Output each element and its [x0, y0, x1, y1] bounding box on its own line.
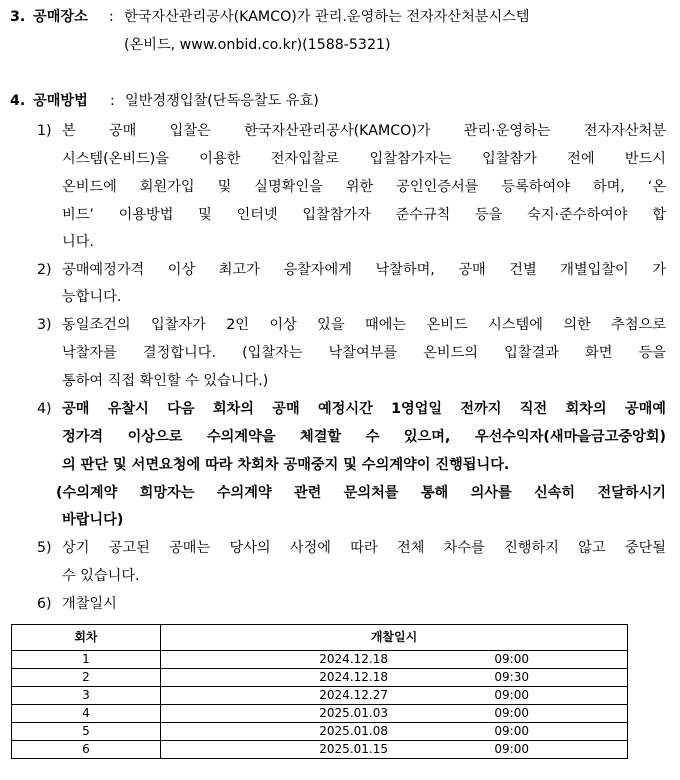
round-cell: 2 — [12, 669, 161, 687]
item-text-line-emphasis: 정가격 이상으로 수의계약을 체결할 수 있으며, 우선수익자(새마을금고중앙회) — [62, 429, 666, 445]
item-number: 4) — [37, 401, 52, 417]
item-text-line: 니다. — [62, 234, 94, 250]
section3-title: 공매장소 — [33, 9, 88, 25]
table-row — [12, 687, 628, 705]
date-cell: 2025.01.08 — [161, 723, 459, 741]
table-row — [12, 669, 628, 687]
section4-number: 4. — [10, 93, 26, 109]
time-cell: 09:00 — [458, 687, 628, 705]
item-text-line: 시스템(온비드)을 이용한 전자입찰로 입찰참가자는 입찰참가 전에 반드시 — [62, 151, 666, 167]
item-number: 6) — [37, 596, 52, 612]
date-cell: 2025.01.03 — [161, 705, 459, 723]
item-text-line-emphasis: 공매 유찰시 다음 회차의 공매 예정시간 1영업일 전까지 직전 회차의 공매예 — [62, 401, 666, 417]
item-text-line: 개찰일시 — [62, 596, 117, 612]
round-cell: 1 — [12, 651, 161, 669]
item-number: 5) — [37, 540, 52, 556]
item-text-line: 본 공매 입찰은 한국자산관리공사(KAMCO)가 관리·운영하는 전자자산처분 — [62, 123, 666, 139]
round-cell: 4 — [12, 705, 161, 723]
item-text-line: 능합니다. — [62, 289, 122, 305]
table-row — [12, 741, 628, 759]
table-row — [12, 723, 628, 741]
item-number: 2) — [37, 262, 52, 278]
section3-location-line1: 한국자산관리공사(KAMCO)가 관리.운영하는 전자자산처분시스템 — [124, 9, 530, 25]
item-text-line: 비드’ 이용방법 및 인터넷 입찰참가자 준수규칙 등을 숙지·준수하여야 합 — [62, 207, 666, 223]
table-row — [12, 705, 628, 723]
item-number: 1) — [37, 123, 52, 139]
round-cell: 3 — [12, 687, 161, 705]
table-header-row — [12, 625, 628, 651]
table-row — [12, 651, 628, 669]
time-cell: 09:00 — [458, 651, 628, 669]
section3-location-line2: (온비드, www.onbid.co.kr)(1588-5321) — [124, 37, 391, 53]
section3-number: 3. — [10, 9, 26, 25]
opening-schedule-table — [11, 624, 628, 759]
header-datetime: 개찰일시 — [161, 625, 628, 651]
time-cell: 09:00 — [458, 741, 628, 759]
round-cell: 5 — [12, 723, 161, 741]
section4-title: 공매방법 — [33, 93, 88, 109]
section4-colon: : — [110, 93, 115, 109]
time-cell: 09:00 — [458, 705, 628, 723]
item-text-line-emphasis: (수의계약 희망자는 수의계약 관련 문의처를 통해 의사를 신속히 전달하시기 — [56, 485, 666, 501]
section3-colon: : — [109, 9, 114, 25]
header-round: 회차 — [12, 625, 161, 651]
item-text-line: 수 있습니다. — [62, 568, 140, 584]
item-text-line: 상기 공고된 공매는 당사의 사정에 따라 전체 차수를 진행하지 않고 중단될 — [62, 540, 666, 556]
date-cell: 2025.01.15 — [161, 741, 459, 759]
date-cell: 2024.12.18 — [161, 669, 459, 687]
time-cell: 09:30 — [458, 669, 628, 687]
item-text-line: 온비드에 회원가입 및 실명확인을 위한 공인인증서를 등록하여야 하며, ‘온 — [62, 179, 666, 195]
section4-summary: 일반경쟁입찰(단독응찰도 유효) — [125, 93, 319, 109]
item-number: 3) — [37, 317, 52, 333]
time-cell: 09:00 — [458, 723, 628, 741]
date-cell: 2024.12.18 — [161, 651, 459, 669]
item-text-line: 낙찰자를 결정합니다. (입찰자는 낙찰여부를 온비드의 입찰결과 화면 등을 — [62, 345, 666, 361]
date-cell: 2024.12.27 — [161, 687, 459, 705]
item-text-line: 동일조건의 입찰자가 2인 이상 있을 때에는 온비드 시스템에 의한 추첨으로 — [62, 317, 666, 333]
round-cell: 6 — [12, 741, 161, 759]
item-text-line-emphasis: 바랍니다) — [62, 512, 124, 528]
item-text-line-emphasis: 의 판단 및 서면요청에 따라 차회차 공매중지 및 수의계약이 진행됩니다. — [62, 457, 510, 473]
item-text-line: 공매예정가격 이상 최고가 응찰자에게 낙찰하며, 공매 건별 개별입찰이 가 — [62, 262, 666, 278]
item-text-line: 통하여 직접 확인할 수 있습니다.) — [62, 373, 269, 389]
